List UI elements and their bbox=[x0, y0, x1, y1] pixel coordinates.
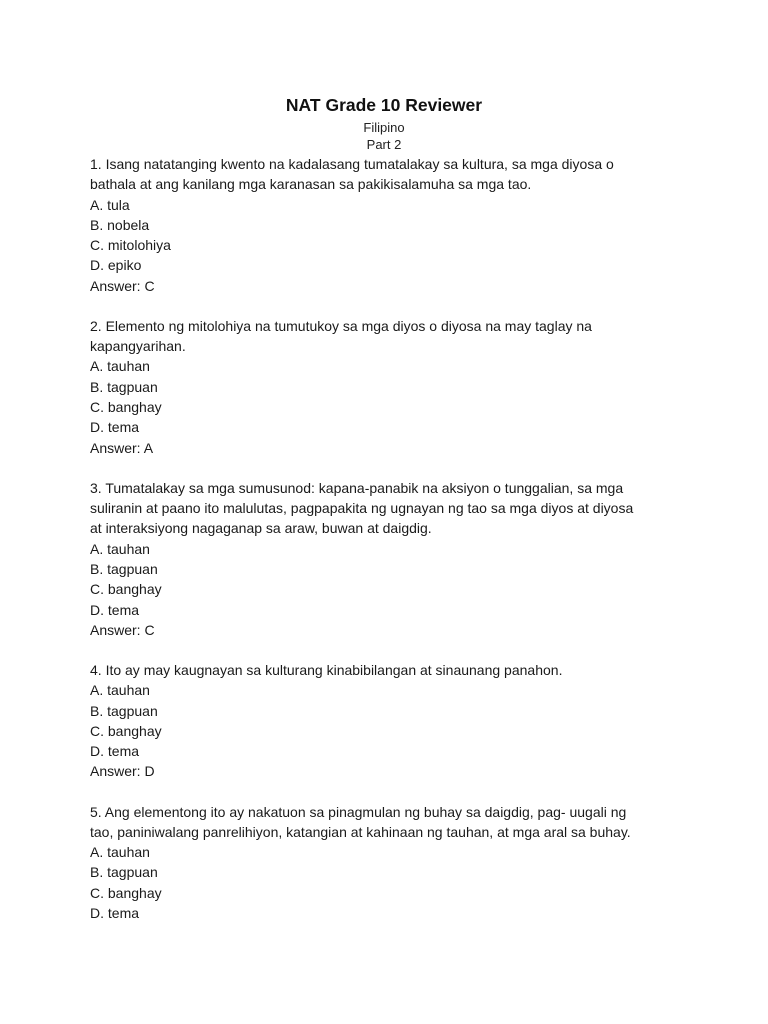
answer-choice: B. tagpuan bbox=[90, 560, 158, 577]
answer-choice: C. mitolohiya bbox=[90, 237, 171, 254]
question-text: 4. Ito ay may kaugnayan sa kulturang kinabibilangan at sinaunang panahon. bbox=[90, 661, 563, 678]
document-subject: Filipino bbox=[363, 120, 405, 135]
answer-choice: C. banghay bbox=[90, 722, 162, 739]
document-title: NAT Grade 10 Reviewer bbox=[285, 95, 483, 115]
answer-key: Answer: A bbox=[90, 439, 154, 456]
question-item bbox=[90, 660, 688, 782]
answer-choice: B. tagpuan bbox=[90, 702, 158, 719]
question-text: 1. Isang natatanging kwento na kadalasang tumatalakay sa kultura, sa mga diyosa o bbox=[90, 156, 614, 172]
answer-choice: A. tauhan bbox=[90, 844, 150, 861]
question-text: kapangyarihan. bbox=[90, 338, 186, 355]
question-text: suliranin at paano ito malulutas, pagpapakita ng ugnayan ng tao sa mga diyos at diyosa bbox=[90, 500, 634, 517]
question-item bbox=[90, 478, 688, 640]
answer-choice: C. banghay bbox=[90, 581, 162, 598]
document-part: Part 2 bbox=[366, 137, 402, 152]
answer-choice: D. tema bbox=[90, 743, 140, 760]
answer-choice: A. tula bbox=[90, 196, 130, 213]
question-item bbox=[90, 154, 688, 296]
answer-choice: D. epiko bbox=[90, 257, 142, 274]
answer-choice: C. banghay bbox=[90, 884, 162, 901]
question-text: 3. Tumatalakay sa mga sumusunod: kapana-panabik na aksiyon o tunggalian, sa mga bbox=[90, 479, 624, 496]
answer-choice: B. nobela bbox=[90, 216, 150, 233]
question-item bbox=[90, 802, 688, 924]
answer-key: Answer: C bbox=[90, 621, 155, 638]
question-text: 2. Elemento ng mitolohiya na tumutukoy sa mga diyos o diyosa na may taglay na bbox=[90, 317, 592, 334]
answer-choice: D. tema bbox=[90, 601, 140, 618]
question-text: tao, paniniwalang panrelihiyon, katangian at kahinaan ng tauhan, at mga aral sa buhay. bbox=[90, 823, 631, 840]
question-text: at interaksiyong nagaganap sa araw, buwan at daigdig. bbox=[90, 520, 432, 537]
answer-choice: A. tauhan bbox=[90, 358, 150, 375]
answer-choice: D. tema bbox=[90, 419, 140, 436]
question-text: bathala at ang kanilang mga karanasan sa pakikisalamuha sa mga tao. bbox=[90, 176, 532, 193]
question-item bbox=[90, 316, 688, 458]
answer-key: Answer: D bbox=[90, 763, 155, 780]
answer-key: Answer: C bbox=[90, 277, 155, 294]
answer-choice: A. tauhan bbox=[90, 540, 150, 557]
answer-choice: B. tagpuan bbox=[90, 378, 158, 395]
question-text: 5. Ang elementong ito ay nakatuon sa pinagmulan ng buhay sa daigdig, pag- uugali ng bbox=[90, 803, 627, 820]
question-list bbox=[90, 154, 688, 923]
answer-choice: D. tema bbox=[90, 904, 140, 921]
answer-choice: C. banghay bbox=[90, 399, 162, 416]
answer-choice: B. tagpuan bbox=[90, 864, 158, 881]
answer-choice: A. tauhan bbox=[90, 682, 150, 699]
